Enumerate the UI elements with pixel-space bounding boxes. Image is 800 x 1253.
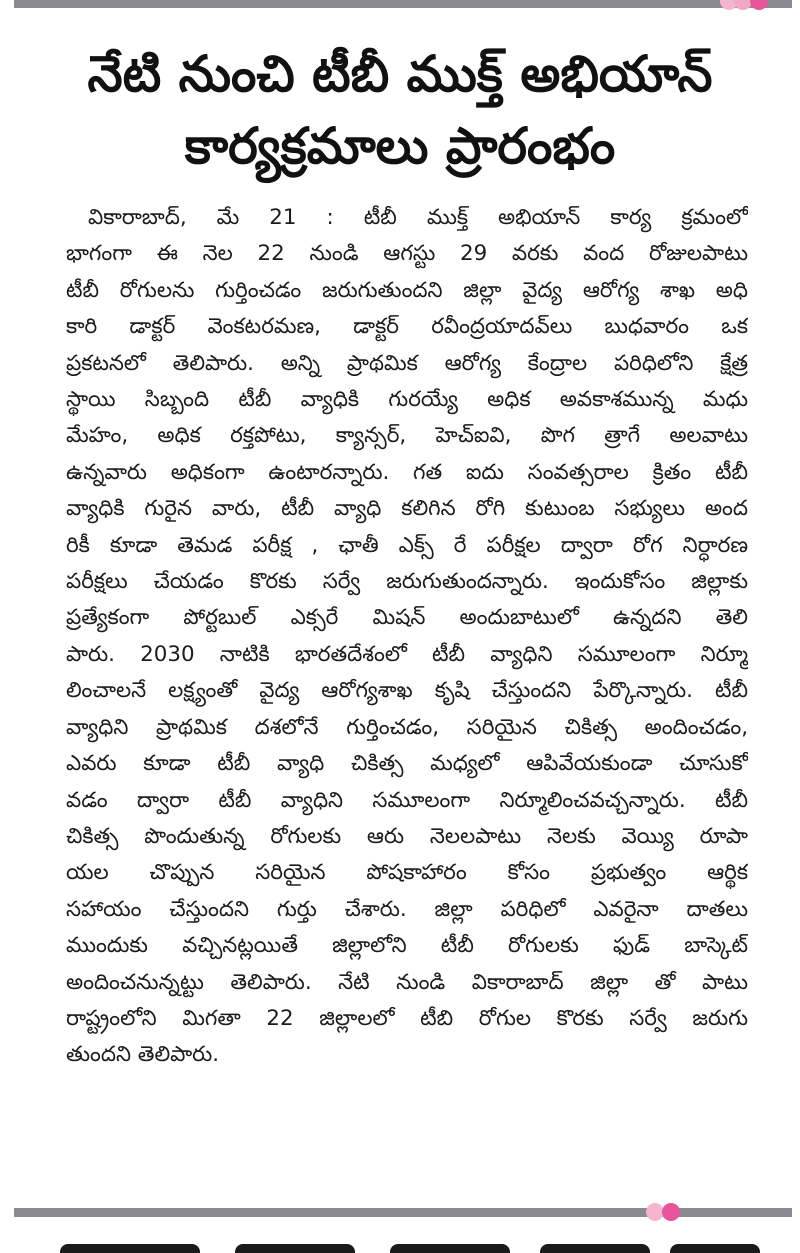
body-line: అందించనున్నట్టు తెలిపారు. నేటి నుండి వికారాబాద్ జిల్లా తో పాటు	[66, 969, 748, 995]
body-line: వ్యాధికి గురైన వారు, టీబీ వ్యాధి కలిగిన రోగి కుటుంబ సభ్యులు అంద	[66, 496, 748, 522]
body-line: సహాయం చేస్తుందని గుర్తు చేశారు. జిల్లా పరిధిలో ఎవరైనా దాతలు	[66, 896, 748, 922]
body-line: తుందని తెలిపారు.	[66, 1042, 220, 1068]
body-line: పారు. 2030 నాటికి భారతదేశంలో టీబీ వ్యాధిని సమూలంగా నిర్మూ	[66, 641, 748, 667]
body-line: ప్రకటనలో తెలిపారు. అన్ని ప్రాథమిక ఆరోగ్య కేంద్రాల పరిధిలోని క్షేత్ర	[66, 350, 748, 376]
body-line: భాగంగా ఈ నెల 22 నుండి ఆగస్టు 29 వరకు వంద రోజులపాటు	[66, 241, 748, 267]
body-line: టీబీ రోగులను గుర్తించడం జరుగుతుందని జిల్లా వైద్య ఆరోగ్య శాఖ అధి	[66, 277, 748, 303]
body-line: ఎవరు కూడా టీబీ వ్యాధి చికిత్స మధ్యలో ఆపివేయకుండా చూసుకో	[66, 751, 748, 777]
cropped-glyph-shape	[540, 1244, 650, 1253]
body-line: ఉన్నవారు అధికంగా ఉంటారన్నారు. గత ఐదు సంవత్సరాల క్రితం టీబీ	[66, 459, 748, 485]
body-line: రికీ కూడా తెమడ పరీక్ష , ఛాతీ ఎక్స్ రే పరీక్షల ద్వారా రోగ నిర్ధారణ	[66, 532, 748, 558]
decorative-dots-bottom	[646, 1203, 686, 1223]
headline-line-1: నేటి నుంచి టీబీ ముక్త్ అభియాన్	[87, 45, 713, 103]
top-divider-rule	[14, 0, 792, 8]
body-line: కారి డాక్టర్ వెంకటరమణ, డాక్టర్ రవీంద్రయాదవ్‌లు బుధవారం ఒక	[66, 314, 748, 340]
headline-line-2: కార్యక్రమాలు ప్రారంభం	[184, 117, 616, 175]
pink-dot-icon	[750, 0, 768, 10]
body-line: వడం ద్వారా టీబీ వ్యాధిని సమూలంగా నిర్మూలించవచ్చన్నారు. టీబీ	[66, 787, 748, 813]
body-line: పరీక్షలు చేయడం కొరకు సర్వే జరుగుతుందన్నారు. ఇందుకోసం జిల్లాకు	[66, 569, 748, 595]
body-line: వికారాబాద్, మే 21 : టీబీ ముక్త్ అభియాన్ కార్య క్రమంలో	[88, 205, 748, 230]
body-line: రాష్ట్రంలోని మిగతా 22 జిల్లాలలో టీబి రోగుల కొరకు సర్వే జరుగు	[66, 1005, 748, 1031]
cropped-glyph-shape	[60, 1244, 200, 1253]
article-body	[66, 200, 748, 1074]
body-line: స్థాయి సిబ్బంది టీబీ వ్యాధికి గురయ్యే అధిక అవకాశమున్న మధు	[66, 387, 748, 413]
body-line: యల చొప్పున సరియైన పోషకాహారం కోసం ప్రభుత్వం ఆర్థిక	[66, 860, 748, 886]
cropped-glyph-shape	[235, 1244, 355, 1253]
cropped-glyph-shape	[390, 1244, 510, 1253]
cropped-glyph-shape	[670, 1244, 760, 1253]
body-line: వ్యాధిని ప్రాథమిక దశలోనే గుర్తించడం, సరియైన చికిత్స అందించడం,	[66, 714, 748, 740]
article-headline	[20, 38, 780, 182]
cropped-next-headline	[60, 1232, 760, 1253]
body-line: లించాలనే లక్ష్యంతో వైద్య ఆరోగ్యశాఖ కృషి చేస్తుందని పేర్కొన్నారు. టీబీ	[66, 678, 748, 704]
pink-dot-icon	[662, 1203, 680, 1221]
body-line: మేహం, అధిక రక్తపోటు, క్యాన్సర్, హెచ్ఐవి, పొగ త్రాగే అలవాటు	[66, 423, 748, 449]
decorative-dots-top	[720, 0, 780, 12]
body-line: ప్రత్యేకంగా పోర్టబుల్ ఎక్సరే మిషన్ అందుబాటులో ఉన్నదని తెలి	[66, 605, 748, 631]
body-line: చికిత్స పొందుతున్న రోగులకు ఆరు నెలలపాటు నెలకు వెయ్యి రూపా	[66, 823, 748, 849]
body-line: ముందుకు వచ్చినట్లయితే జిల్లాలోని టీబీ రోగులకు ఫుడ్ బాస్కెట్	[66, 933, 748, 959]
